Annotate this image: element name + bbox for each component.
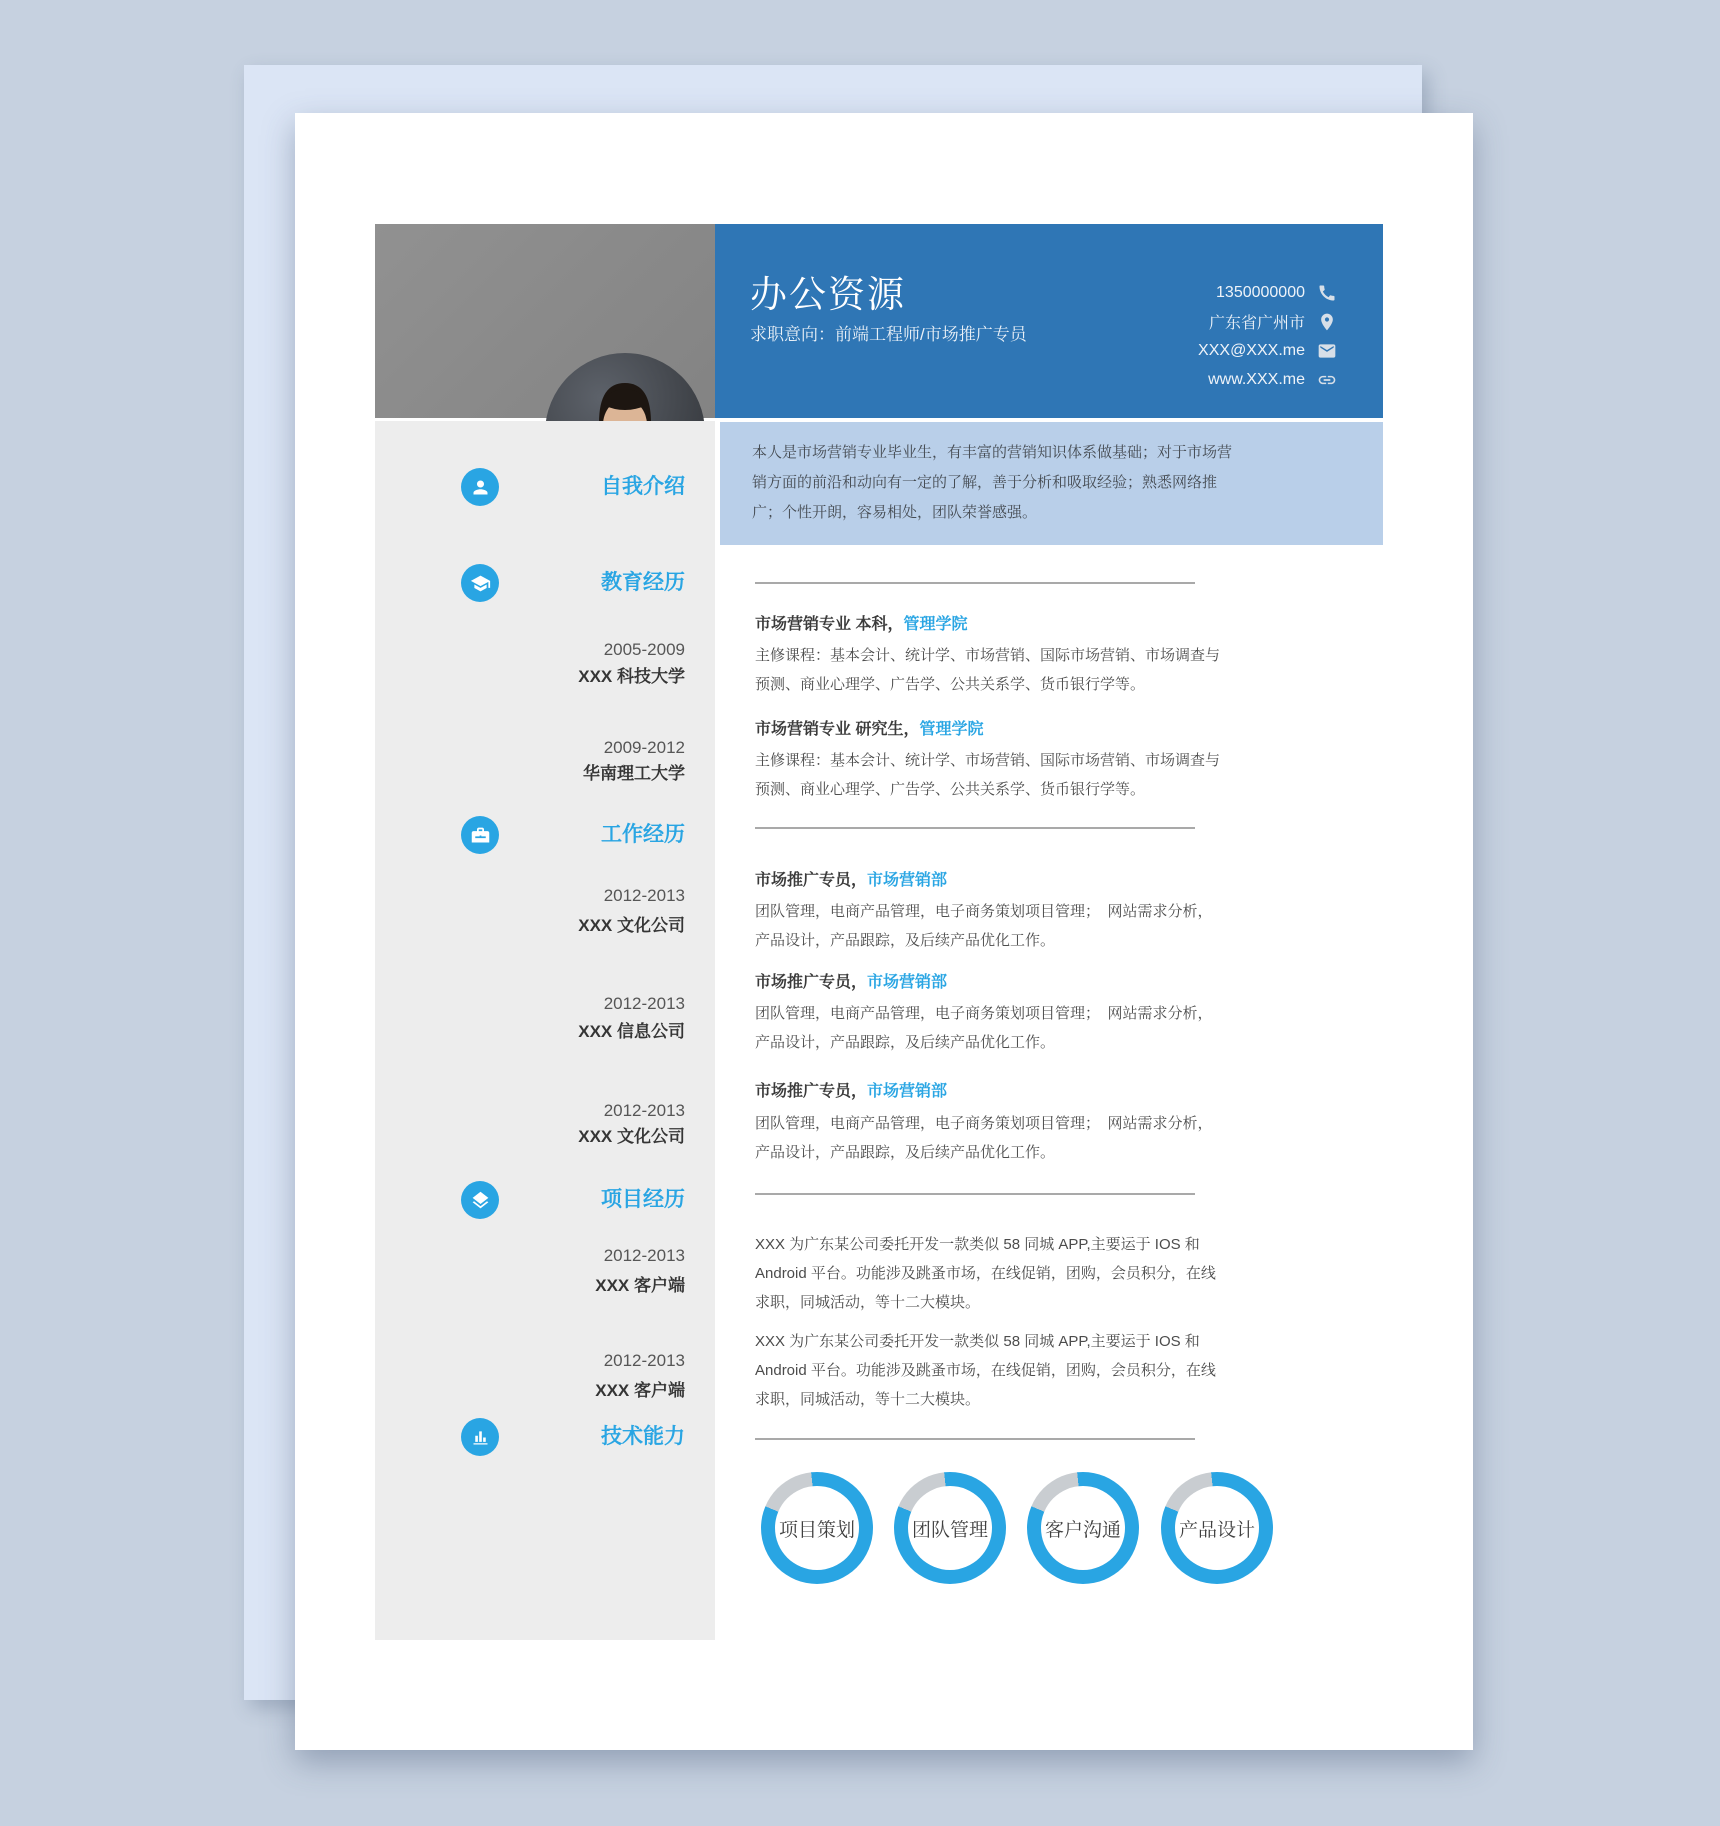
skill-ring-client-communication bbox=[1027, 1472, 1139, 1584]
education-item-desc: 主修课程：基本会计、统计学、市场营销、国际市场营销、市场调查与预测、商业心理学、广告学、公共关系学、货币银行学等。 bbox=[755, 752, 1221, 798]
graduation-cap-icon bbox=[461, 564, 499, 602]
work-item-title bbox=[755, 870, 1225, 892]
section-divider bbox=[755, 582, 1195, 584]
work-date: 2012-2013 bbox=[603, 1101, 685, 1120]
education-school: 华南理工大学 bbox=[583, 764, 685, 783]
briefcase-icon bbox=[461, 816, 499, 854]
education-school: XXX 科技大学 bbox=[578, 667, 685, 686]
work-date: 2012-2013 bbox=[603, 886, 685, 905]
work-date: 2012-2013 bbox=[603, 994, 685, 1013]
work-role: 市场推广专员， bbox=[755, 872, 868, 889]
header-band bbox=[715, 224, 1383, 418]
skill-ring-team-management bbox=[894, 1472, 1006, 1584]
work-company: XXX 信息公司 bbox=[578, 1022, 685, 1041]
contact-row-website bbox=[1208, 369, 1337, 390]
project-desc: XXX 为广东某公司委托开发一款类似 58 同城 APP,主要运于 IOS 和 Android 平台。功能涉及跳蚤市场，在线促销，团购，会员积分，在线求职，同城活动，等十二大模块。 bbox=[755, 1236, 1216, 1311]
self-intro-box bbox=[720, 422, 1383, 545]
sidebar-section-self-intro: 自我介绍 bbox=[601, 475, 685, 498]
skill-ring-product-design bbox=[1161, 1472, 1273, 1584]
skill-label: 客户沟通 bbox=[1044, 1519, 1121, 1541]
education-item-desc: 主修课程：基本会计、统计学、市场营销、国际市场营销、市场调查与预测、商业心理学、广告学、公共关系学、货币银行学等。 bbox=[755, 647, 1221, 693]
work-role: 市场推广专员， bbox=[755, 974, 868, 991]
sidebar-section-skills: 技术能力 bbox=[601, 1425, 685, 1448]
skill-label: 项目策划 bbox=[778, 1519, 855, 1541]
work-department: 市场营销部 bbox=[867, 872, 948, 889]
section-divider bbox=[755, 827, 1195, 829]
education-date: 2005-2009 bbox=[603, 640, 685, 659]
layers-icon bbox=[461, 1181, 499, 1219]
education-date: 2009-2012 bbox=[603, 738, 685, 757]
work-department: 市场营销部 bbox=[867, 974, 948, 991]
education-item-title bbox=[755, 614, 1225, 636]
work-company: XXX 文化公司 bbox=[578, 1127, 685, 1146]
project-client: XXX 客户端 bbox=[595, 1276, 685, 1295]
website-text: www.XXX.me bbox=[1208, 370, 1305, 388]
mail-icon bbox=[1317, 341, 1337, 361]
education-degree: 市场营销专业 本科， bbox=[755, 616, 904, 633]
skill-label: 团队管理 bbox=[911, 1519, 988, 1541]
section-divider bbox=[755, 1193, 1195, 1195]
contact-list bbox=[1198, 282, 1337, 390]
education-degree: 市场营销专业 研究生， bbox=[755, 721, 920, 738]
self-intro-text: 本人是市场营销专业毕业生，有丰富的营销知识体系做基础；对于市场营销方面的前沿和动向有一定的了解，善于分析和吸取经验；熟悉网络推广；个性开朗，容易相处，团队荣誉感强。 bbox=[752, 444, 1233, 521]
project-date: 2012-2013 bbox=[603, 1351, 685, 1370]
sidebar-section-work: 工作经历 bbox=[601, 823, 685, 846]
work-role: 市场推广专员， bbox=[755, 1083, 868, 1100]
bar-chart-icon bbox=[461, 1418, 499, 1456]
location-text: 广东省广州市 bbox=[1208, 315, 1305, 332]
work-item-title bbox=[755, 972, 1225, 994]
work-item-desc: 团队管理，电商产品管理，电子商务策划项目管理； 网站需求分析，产品设计，产品跟踪，及后续产品优化工作。 bbox=[755, 1005, 1213, 1051]
user-icon bbox=[461, 468, 499, 506]
project-date: 2012-2013 bbox=[603, 1246, 685, 1265]
project-client: XXX 客户端 bbox=[595, 1381, 685, 1400]
work-item-desc: 团队管理，电商产品管理，电子商务策划项目管理； 网站需求分析，产品设计，产品跟踪，及后续产品优化工作。 bbox=[755, 1115, 1213, 1161]
work-company: XXX 文化公司 bbox=[578, 916, 685, 935]
sidebar bbox=[375, 421, 715, 1640]
link-icon bbox=[1317, 370, 1337, 390]
education-college: 管理学院 bbox=[903, 616, 968, 633]
email-text: XXX@XXX.me bbox=[1198, 341, 1305, 359]
contact-row-email bbox=[1198, 340, 1337, 361]
sidebar-section-projects: 项目经历 bbox=[601, 1188, 685, 1211]
phone-number: 1350000000 bbox=[1216, 283, 1305, 301]
contact-row-phone bbox=[1216, 282, 1337, 303]
project-desc: XXX 为广东某公司委托开发一款类似 58 同城 APP,主要运于 IOS 和 Android 平台。功能涉及跳蚤市场，在线促销，团购，会员积分，在线求职，同城活动，等十二大模块。 bbox=[755, 1333, 1216, 1408]
education-college: 管理学院 bbox=[919, 721, 984, 738]
job-intent: 求职意向：前端工程师/市场推广专员 bbox=[750, 325, 1027, 344]
candidate-name: 办公资源 bbox=[750, 274, 906, 315]
phone-icon bbox=[1317, 283, 1337, 303]
sidebar-section-education: 教育经历 bbox=[601, 571, 685, 594]
skill-label: 产品设计 bbox=[1178, 1519, 1255, 1541]
work-item-desc: 团队管理，电商产品管理，电子商务策划项目管理； 网站需求分析，产品设计，产品跟踪，及后续产品优化工作。 bbox=[755, 903, 1213, 949]
photo-block bbox=[375, 224, 715, 418]
contact-row-location bbox=[1209, 311, 1337, 332]
location-icon bbox=[1317, 312, 1337, 332]
work-item-title bbox=[755, 1081, 1225, 1103]
section-divider bbox=[755, 1438, 1195, 1440]
skill-ring-project-planning bbox=[761, 1472, 873, 1584]
education-item-title bbox=[755, 719, 1225, 741]
work-department: 市场营销部 bbox=[867, 1083, 948, 1100]
resume-page bbox=[295, 113, 1473, 1750]
